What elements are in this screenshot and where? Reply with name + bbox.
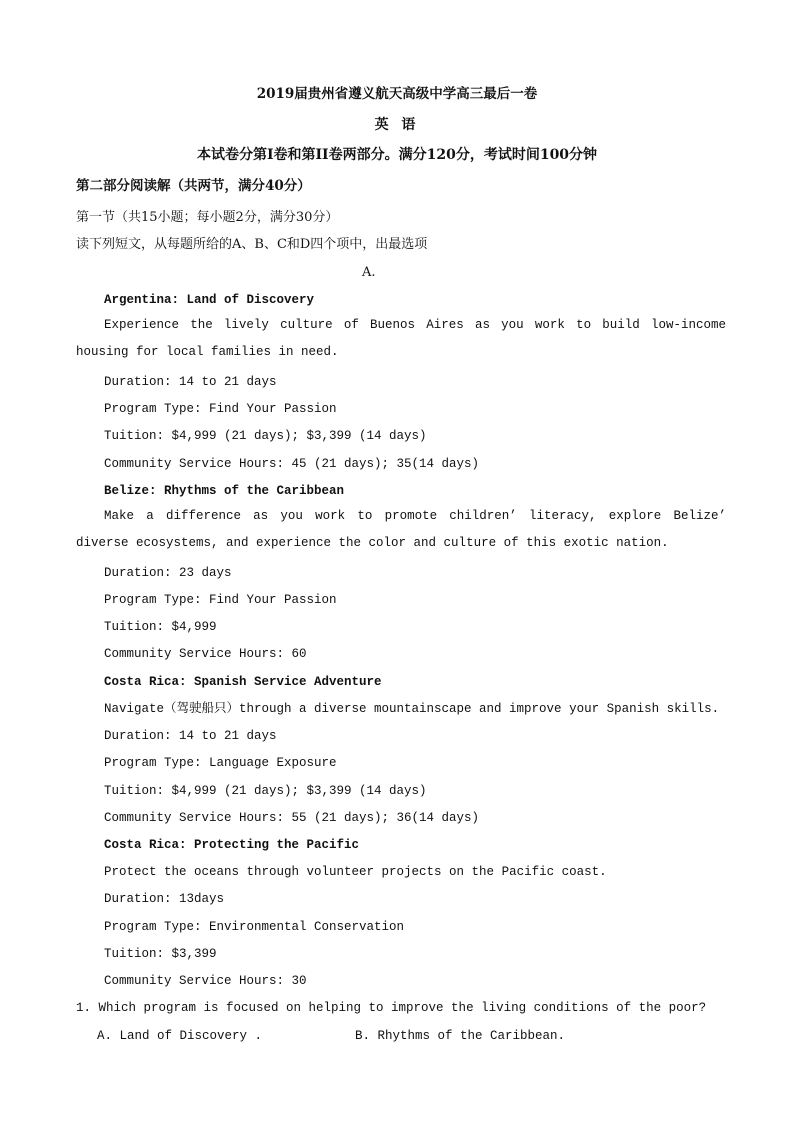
program-tuition: Tuition: $3,399	[104, 947, 217, 961]
question-option-b: B. Rhythms of the Caribbean.	[355, 1029, 566, 1043]
program-type: Program Type: Environmental Conservation	[104, 920, 405, 934]
program-duration: Duration: 14 to 21 days	[104, 729, 277, 743]
question-stem: 1. Which program is focused on helping to improve the living conditions of the poor?	[76, 1001, 707, 1015]
program-title: Costa Rica: Protecting the Pacific	[104, 838, 360, 852]
program-duration: Duration: 23 days	[104, 566, 232, 580]
program-description: Navigate（驾驶船只）through a diverse mountainscape and improve your Spanish skills.	[104, 702, 720, 716]
subsection-title: 第一节（共15小题；每小题2分，满分30分）	[76, 210, 339, 225]
program-tuition: Tuition: $4,999 (21 days); $3,399 (14 days)	[104, 429, 427, 443]
program-title: Belize: Rhythms of the Caribbean	[104, 484, 345, 498]
program-type: Program Type: Find Your Passion	[104, 402, 337, 416]
instruction-text: 读下列短文，从每题所给的A、B、C和D四个项中，出最选项	[76, 237, 428, 252]
exam-info: 本试卷分第I卷和第II卷两部分。满分120分，考试时间100分钟	[196, 147, 598, 163]
program-description: Make a difference as you work to promote children’ literacy, explore Belize’ diverse ecosystems, and experience the color and culture of this exotic nation.	[76, 509, 726, 550]
program-service-hours: Community Service Hours: 55 (21 days); 36(14 days)	[104, 811, 480, 825]
program-title: Costa Rica: Spanish Service Adventure	[104, 675, 382, 689]
program-duration: Duration: 13days	[104, 892, 225, 906]
program-service-hours: Community Service Hours: 30	[104, 974, 307, 988]
program-title: Argentina: Land of Discovery	[104, 293, 315, 307]
program-service-hours: Community Service Hours: 45 (21 days); 35(14 days)	[104, 457, 480, 471]
program-service-hours: Community Service Hours: 60	[104, 647, 307, 661]
passage-label: A.	[362, 265, 376, 280]
question-option-a: A. Land of Discovery .	[97, 1029, 263, 1043]
program-type: Program Type: Language Exposure	[104, 756, 337, 770]
part-title: 第二部分阅读解（共两节，满分40分）	[76, 178, 311, 194]
program-tuition: Tuition: $4,999 (21 days); $3,399 (14 days)	[104, 784, 427, 798]
program-type: Program Type: Find Your Passion	[104, 593, 337, 607]
exam-title: 2019届贵州省遵义航天高级中学高三最后一卷	[256, 86, 538, 102]
program-duration: Duration: 14 to 21 days	[104, 375, 277, 389]
program-description: Experience the lively culture of Buenos Aires as you work to build low-income housing for local families in need.	[76, 318, 726, 359]
subject-title: 英 语	[374, 117, 420, 133]
program-tuition: Tuition: $4,999	[104, 620, 217, 634]
program-description: Protect the oceans through volunteer projects on the Pacific coast.	[104, 865, 607, 879]
